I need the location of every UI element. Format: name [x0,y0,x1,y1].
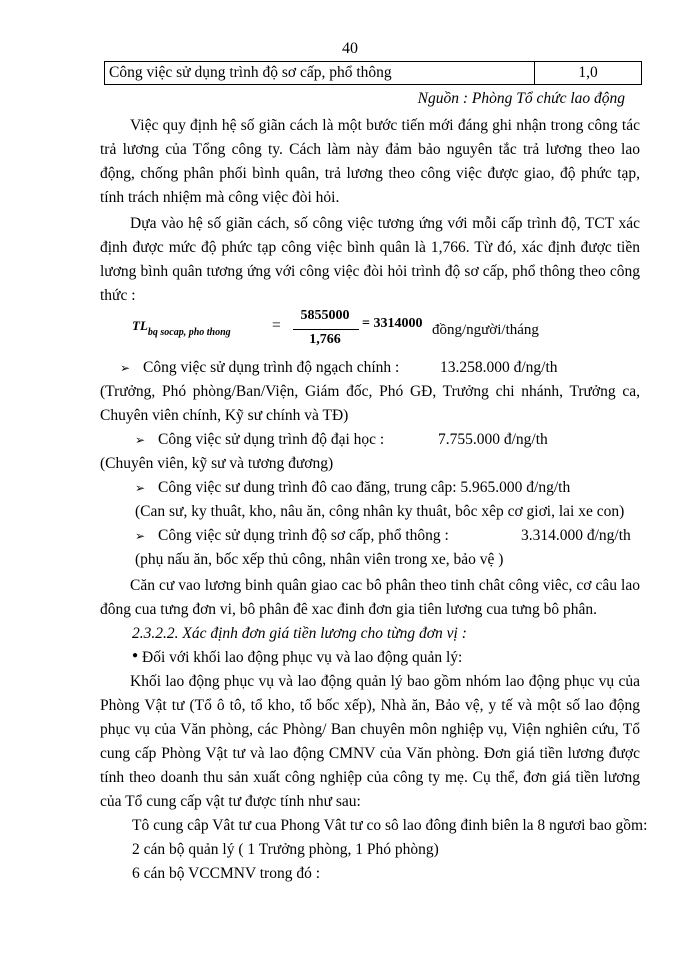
item-3-note: (Can sư, ky thuât, kho, nâu ăn, công nhân ky thuât, bôc xêp cơ giơi, lai xe con) [135,503,625,520]
item-3-text: Công việc sư dung trình đô cao đăng, trung câp: 5.965.000 đ/ng/th [158,479,571,496]
formula-numerator: 5855000 [300,308,350,323]
paragraph-3: Căn cư vao lương binh quân giao cac bô phân theo tinh chât công viêc, cơ câu lao đông cua tưng đơn vi, bô phân đê xac đinh đơn gia tiên lương cua tưng bô phân. [100,577,640,618]
arrow-bullet-icon: ➢ [120,361,131,375]
item-1-value: 13.258.000 đ/ng/th [440,359,558,376]
item-4-text: Công việc sử dụng trình độ sơ cấp, phổ thông : [158,527,449,544]
arrow-bullet-icon: ➢ [135,529,146,543]
item-4-note: (phụ nấu ăn, bốc xếp thủ công, nhân viên trong xe, bảo vệ ) [135,551,504,568]
formula-label: $TL_{bq socap, pho thong}$ [132,318,231,338]
section-heading: 2.3.2.2. Xác định đơn giá tiền lương cho từng đơn vị : [132,625,467,642]
paragraph-4: Khối lao động phục vụ và lao động quản lý bao gồm nhóm lao động phục vụ của Phòng Vật tư (Tổ ô tô, tổ kho, tổ bốc xếp), Nhà ăn, Bảo vệ, y tế và một số lao động phục vụ của Văn phòng, các Phòng/ Ban chuyên môn nghiệp vụ, Viện nghiên cứu, Tổ cung cấp Phòng Vật tư và lao động CMNV của Văn phòng. Đơn giá tiền lương được tính theo doanh thu sản xuất công nghiệp của công ty mẹ. Cụ thể, đơn giá tiền lương của Tổ cung cấp vật tư được tính như sau: [100,673,640,810]
item-2-text: Công việc sử dụng trình độ đại học : [158,431,385,448]
formula-unit: đồng/người/tháng [432,322,539,338]
paragraph-1: Việc quy định hệ số giãn cách là một bước tiến mới đáng ghi nhận trong công tác trả lương của Tổng công ty. Cách làm này đảm bảo nguyên tắc trả lương theo lao động, chống phân phối bình quân, trả lương theo công việc được giao, độ phức tạp, tính trách nhiệm mà công việc đòi hỏi. [100,117,640,206]
fraction-bar [293,329,359,330]
line-a: Tô cung câp Vât tư cua Phong Vât tư co sô lao đông đinh biên la 8 ngươi bao gồm: [132,817,648,834]
line-c: 6 cán bộ VCCMNV trong đó : [132,865,321,882]
table-cell-label: Công việc sử dụng trình độ sơ cấp, phổ thông [105,62,535,85]
dot-bullet-icon: ● [132,650,139,661]
item-1-note: (Trưởng, Phó phòng/Ban/Viện, Giám đốc, Phó GĐ, Trưởng chi nhánh, Trưởng ca, Chuyên viên chính, Kỹ sư chính và TĐ) [100,383,640,424]
bullet-heading: Đối với khối lao động phục vụ và lao động quản lý: [142,649,463,666]
page-number: 40 [342,40,358,57]
item-1-text: Công việc sử dụng trình độ ngạch chính : [143,359,400,376]
paragraph-2: Dựa vào hệ số giãn cách, số công việc tương ứng với mỗi cấp trình độ, TCT xác định được mức độ phức tạp công việc bình quân là 1,766. Từ đó, xác định được tiền lương bình quân tương ứng với công việc đòi hỏi trình độ sơ cấp, phổ thông theo công thức : [100,215,640,304]
arrow-bullet-icon: ➢ [135,433,146,447]
formula-denominator: 1,766 [309,332,341,347]
arrow-bullet-icon: ➢ [135,481,146,495]
formula-equals: = [272,317,281,334]
coefficient-table [104,61,642,85]
formula-result: = 3314000 [362,316,423,331]
table-cell-value: 1,0 [535,62,642,85]
table-source: Nguồn : Phòng Tổ chức lao động [417,90,625,107]
table-row [105,62,642,85]
line-b: 2 cán bộ quản lý ( 1 Trưởng phòng, 1 Phó phòng) [132,841,439,858]
item-2-note: (Chuyên viên, kỹ sư và tương đương) [100,455,334,472]
item-2-value: 7.755.000 đ/ng/th [438,431,548,448]
item-4-value: 3.314.000 đ/ng/th [521,527,631,544]
